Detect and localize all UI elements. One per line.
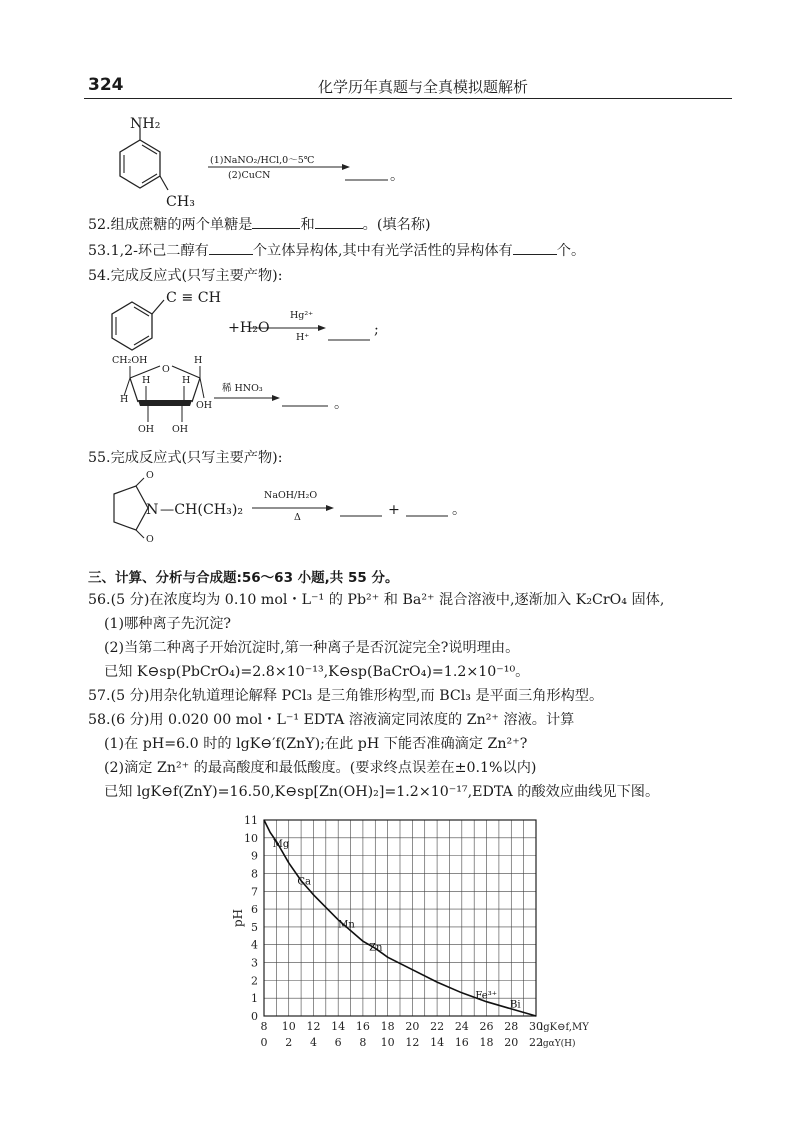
amine-label: NH₂ (130, 116, 161, 132)
x-tick-label-bottom: 6 (334, 1036, 342, 1049)
x-tick-label-top: 20 (405, 1020, 420, 1033)
reagent-bottom: Δ (294, 512, 301, 523)
sugar-oh: OH (138, 424, 155, 435)
page-number: 324 (88, 75, 124, 95)
x-tick-label-bottom: 0 (260, 1036, 268, 1049)
x-tick-label-top: 18 (380, 1020, 395, 1033)
metal-ion-label: Mg (272, 839, 290, 851)
metal-ion-label: Mn (338, 919, 355, 931)
reagent-top: (1)NaNO₂/HCl,0～5℃ (210, 155, 315, 166)
x-tick-label-top: 10 (281, 1020, 296, 1033)
x-tick-label-bottom: 20 (504, 1036, 519, 1049)
y-axis-label: pH (231, 908, 245, 928)
question-52 (88, 214, 430, 235)
metal-ion-label: Ca (297, 876, 312, 888)
x-tick-label-top: 14 (331, 1020, 346, 1033)
y-tick-label: 9 (251, 849, 258, 863)
end-mark: 。 (452, 502, 467, 518)
x-tick-label-top: 16 (355, 1020, 370, 1033)
q56-line2: (1)哪种离子先沉淀? (104, 616, 232, 632)
y-tick-label: 5 (251, 920, 258, 934)
semicolon: ; (374, 322, 379, 338)
sugar-h: H (120, 394, 129, 405)
q53-text-a: 53.1,2-环己二醇有 (88, 243, 209, 259)
q53-text-c: 个。 (556, 243, 586, 259)
q56-line3: (2)当第二种离子开始沉淀时,第一种离子是否沉淀完全?说明理由。 (104, 640, 520, 656)
answer-blank (209, 240, 253, 255)
ring-oxygen: O (146, 470, 154, 481)
y-tick-label: 7 (251, 885, 258, 899)
y-tick-label: 10 (244, 831, 258, 845)
x-tick-label-bottom: 14 (430, 1036, 445, 1049)
alkyne-label: C ≡ CH (166, 290, 221, 306)
ring-oxygen: O (146, 534, 154, 545)
water-label: +H₂O (228, 320, 270, 336)
ring-nitrogen: N (146, 502, 159, 518)
q57-line1: 57.(5 分)用杂化轨道理论解释 PCl₃ 是三角锥形构型,而 BCl₃ 是平面三角形构型。 (88, 688, 604, 704)
x-tick-label-bottom: 10 (380, 1036, 395, 1049)
sugar-oh: OH (196, 400, 213, 411)
x-tick-label-top: 24 (454, 1020, 469, 1033)
x-tick-label-bottom: 12 (405, 1036, 420, 1049)
x-tick-label-top: 30 (529, 1020, 543, 1033)
catalyst-top: Hg²⁺ (290, 310, 314, 321)
question-53 (88, 240, 585, 261)
x-tick-label-bottom: 4 (309, 1036, 317, 1049)
section-title: 三、计算、分析与合成题:56～63 小题,共 55 分。 (88, 570, 399, 586)
q58-line3: (2)滴定 Zn²⁺ 的最高酸度和最低酸度。(要求终点误差在±0.1%以内) (104, 760, 537, 776)
sugar-oh: OH (172, 424, 189, 435)
x-tick-label-bottom: 18 (479, 1036, 494, 1049)
methyl-label: CH₃ (166, 194, 195, 210)
metal-ion-label: Bi (510, 999, 521, 1011)
x-tick-label-top: 28 (504, 1020, 519, 1033)
metal-ion-label: Zn (369, 942, 383, 954)
answer-blank (315, 214, 363, 229)
sugar-o: O (162, 364, 170, 375)
x-tick-label-bottom: 22 (529, 1036, 543, 1049)
x-tick-label-bottom: 16 (454, 1036, 469, 1049)
y-tick-label: 11 (244, 814, 258, 827)
q58-line2: (1)在 pH=6.0 时的 lgK⊖′f(ZnY);在此 pH 下能否准确滴定 Zn²⁺? (104, 736, 528, 752)
y-tick-label: 2 (251, 974, 258, 988)
y-tick-label: 3 (251, 956, 258, 970)
q53-text-b: 个立体异构体,其中有光学活性的异构体有 (252, 243, 513, 259)
sugar-h: H (194, 355, 203, 366)
sugar-ch2oh: CH₂OH (112, 355, 148, 366)
metal-ion-label: Fe³⁺ (475, 990, 498, 1002)
plus-sign: + (388, 502, 400, 518)
sugar-h: H (182, 375, 191, 386)
x-tick-label-bottom: 8 (359, 1036, 367, 1049)
x-tick-label-top: 26 (479, 1020, 494, 1033)
header-rule (84, 98, 732, 99)
q56-line1: 56.(5 分)在浓度均为 0.10 mol・L⁻¹ 的 Pb²⁺ 和 Ba²⁺ 混合溶液中,逐渐加入 K₂CrO₄ 固体, (88, 592, 665, 608)
answer-blank (513, 240, 557, 255)
catalyst-bottom: H⁺ (296, 332, 310, 343)
book-title: 化学历年真题与全真模拟题解析 (318, 78, 529, 96)
x-tick-label-top: 8 (260, 1020, 268, 1033)
q58-line4: 已知 lgK⊖f(ZnY)=16.50,K⊖sp[Zn(OH)₂]=1.2×10⁻¹⁷,EDTA 的酸效应曲线见下图。 (104, 784, 660, 800)
reagent-bottom: (2)CuCN (228, 170, 271, 181)
x-tick-label-top: 12 (306, 1020, 321, 1033)
y-tick-label: 0 (251, 1010, 258, 1023)
end-mark: 。 (334, 396, 349, 412)
y-tick-label: 1 (251, 992, 258, 1006)
x-tick-label-top: 22 (430, 1020, 445, 1033)
x-axis-label-bottom: lgαY(H) (540, 1039, 576, 1049)
isopropyl-label: —CH(CH₃)₂ (160, 502, 244, 518)
end-mark: 。 (390, 168, 405, 184)
q52-text-b: 和 (300, 217, 315, 233)
reagent-top: NaOH/H₂O (264, 490, 318, 501)
acid-effect-chart (228, 808, 589, 1058)
x-tick-label-bottom: 2 (285, 1036, 293, 1049)
oxidant-label: 稀 HNO₃ (222, 383, 263, 394)
sugar-h: H (142, 375, 151, 386)
answer-blank (252, 214, 300, 229)
q56-line4: 已知 K⊖sp(PbCrO₄)=2.8×10⁻¹³,K⊖sp(BaCrO₄)=1.2×10⁻¹⁰。 (104, 664, 530, 680)
q58-line1: 58.(6 分)用 0.020 00 mol・L⁻¹ EDTA 溶液滴定同浓度的 Zn²⁺ 溶液。计算 (88, 712, 575, 728)
q52-text-c: 。(填名称) (362, 217, 431, 233)
x-axis-label-top: lgK⊖f,MY (540, 1022, 589, 1033)
question-55-prompt: 55.完成反应式(只写主要产物): (88, 450, 283, 466)
y-tick-label: 6 (251, 903, 258, 917)
y-tick-label: 8 (251, 867, 258, 881)
q52-text-a: 52.组成蔗糖的两个单糖是 (88, 217, 253, 233)
question-54-prompt: 54.完成反应式(只写主要产物): (88, 268, 283, 284)
y-tick-label: 4 (251, 938, 258, 952)
